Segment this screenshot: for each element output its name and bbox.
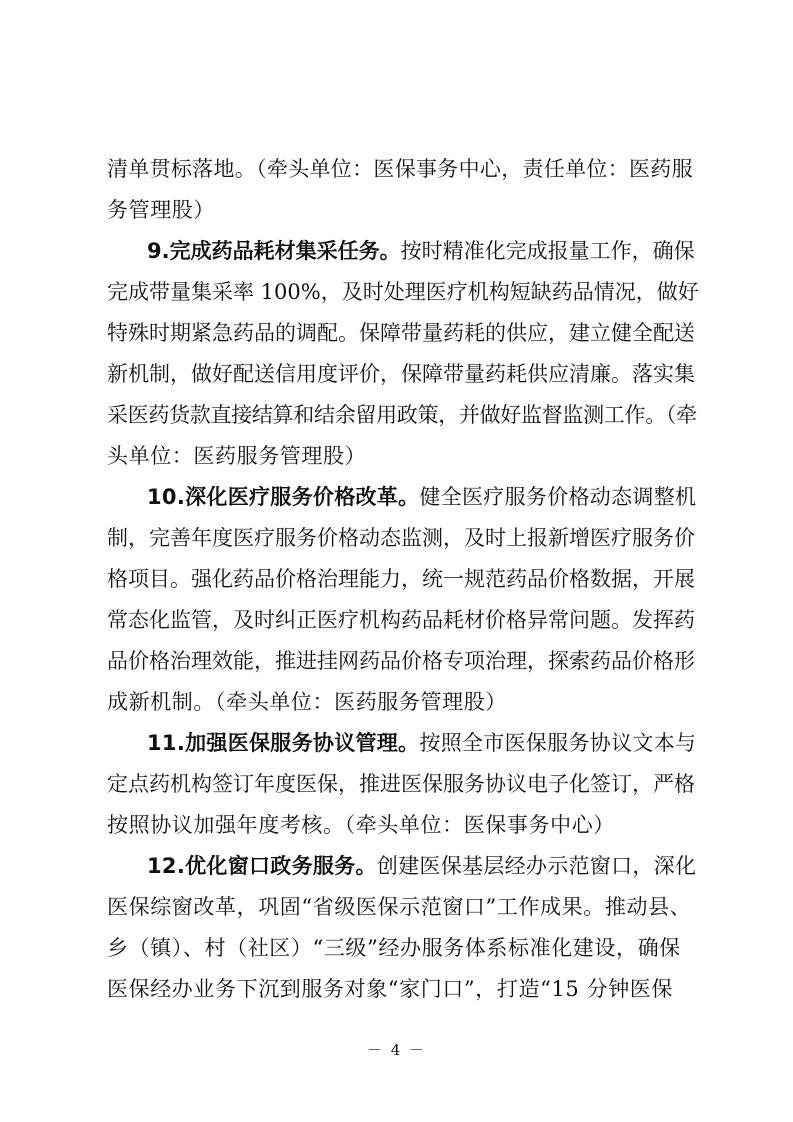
body-text-line: 乡（镇）、村（社区）“三级”经办服务体系标准化建设，确保 <box>107 936 681 960</box>
item-12-heading: 12.优化窗口政务服务。 <box>147 854 377 878</box>
body-text-line: 格项目。强化药品价格治理能力，统一规范药品价格数据，开展 <box>107 567 695 591</box>
body-text-line: 品价格治理效能，推进挂网药品价格专项治理，探索药品价格形 <box>107 649 695 673</box>
item-10-first-line: 10.深化医疗服务价格改革。健全医疗服务价格动态调整机 <box>147 485 697 509</box>
body-text-line: 清单贯标落地。（牵头单位：医保事务中心，责任单位：医药服 <box>107 157 693 181</box>
item-12-first-line: 12.优化窗口政务服务。创建医保基层经办示范窗口，深化 <box>147 854 697 878</box>
body-text-line: 制，完善年度医疗服务价格动态监测，及时上报新增医疗服务价 <box>107 526 695 550</box>
body-text-line: 医保综窗改革，巩固“省级医保示范窗口”工作成果。推动县、 <box>107 895 692 919</box>
item-9-heading: 9.完成药品耗材集采任务。 <box>147 239 401 263</box>
body-text-line: 医保经办业务下沉到服务对象“家门口”，打造“15 分钟医保 <box>107 977 674 1001</box>
body-text-line: 定点药机构签订年度医保，推进医保服务协议电子化签订，严格 <box>107 772 695 796</box>
item-9-first-line: 9.完成药品耗材集采任务。按时精准化完成报量工作，确保 <box>147 239 695 263</box>
body-text-line: 常态化监管，及时纠正医疗机构药品耗材价格异常问题。发挥药 <box>107 608 695 632</box>
item-11-heading: 11.加强医保服务协议管理。 <box>147 731 420 755</box>
body-text-line: 务管理股） <box>107 198 215 222</box>
body-text-line: 头单位：医药服务管理股） <box>107 444 367 468</box>
item-10-heading: 10.深化医疗服务价格改革。 <box>147 485 420 509</box>
body-text-line: 新机制，做好配送信用度评价，保障带量药耗供应清廉。落实集 <box>107 362 695 386</box>
page-number: － 4 － <box>366 1041 427 1059</box>
body-text-line: 成新机制。（牵头单位：医药服务管理股） <box>107 690 507 714</box>
item-11-first-line: 11.加强医保服务协议管理。按照全市医保服务协议文本与 <box>147 731 697 755</box>
body-text-line: 特殊时期紧急药品的调配。保障带量药耗的供应，建立健全配送 <box>107 321 695 345</box>
body-text-line: 按照协议加强年度考核。（牵头单位：医保事务中心） <box>107 813 615 837</box>
body-text-line: 完成带量集采率 100%，及时处理医疗机构短缺药品情况，做好 <box>107 280 699 304</box>
body-text-line: 采医药货款直接结算和结余留用政策，并做好监督监测工作。（牵 <box>107 403 697 427</box>
